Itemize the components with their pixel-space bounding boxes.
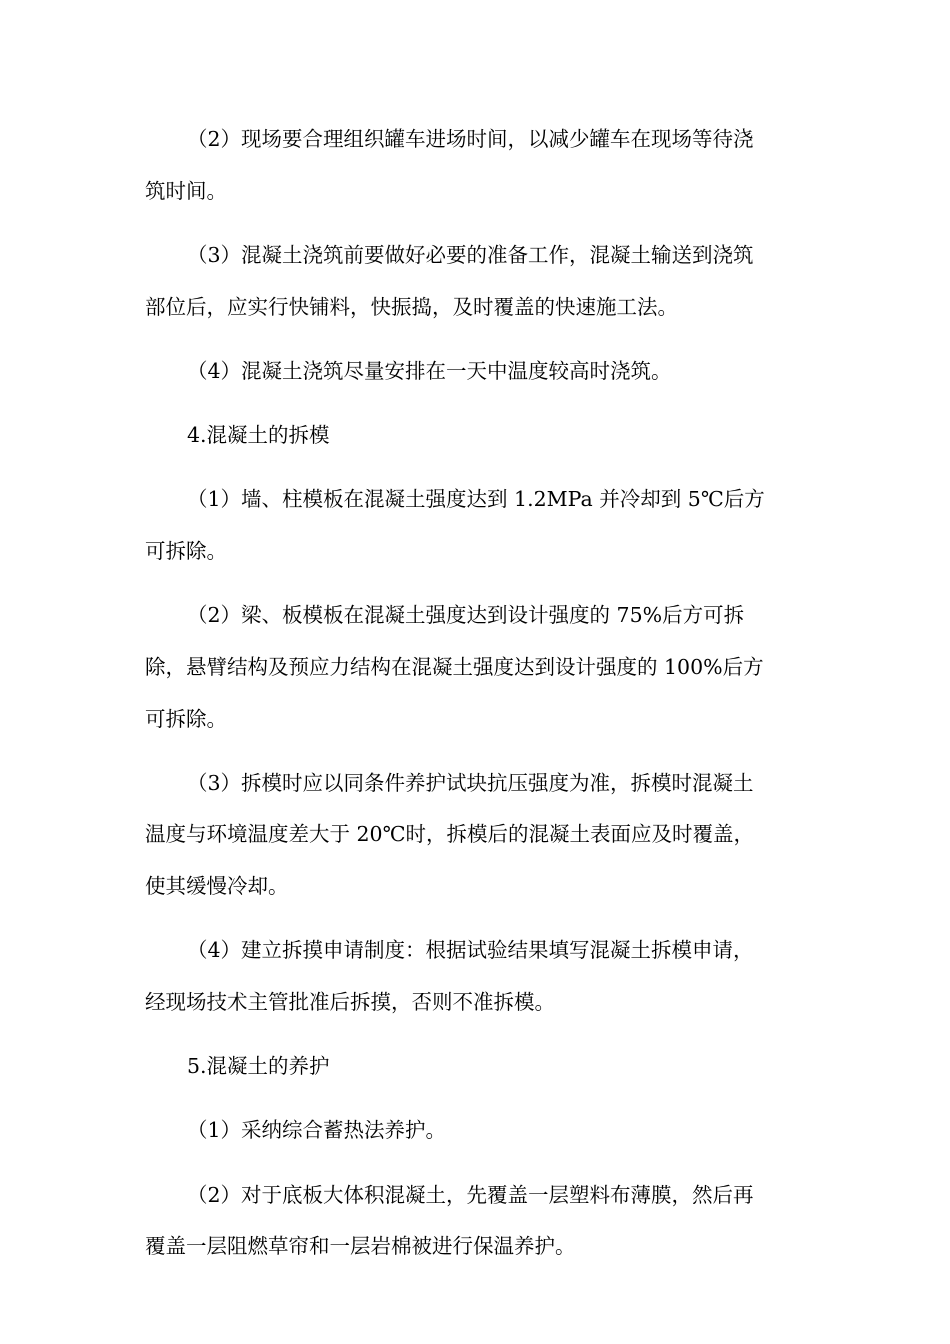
section-heading-formwork-removal (145, 410, 807, 462)
text-line: 温度与环境温度差大于 20℃时，拆模后的混凝土表面应及时覆盖， (145, 822, 755, 847)
text-line: （2）梁、板模板在混凝土强度达到设计强度的 75%后方可拆 (187, 603, 745, 628)
paragraph-wall-column-formwork (145, 474, 807, 577)
text-line: 部位后，应实行快铺料，快振捣，及时覆盖的快速施工法。 (145, 294, 678, 319)
paragraph-removal-application (145, 925, 807, 1028)
document-body (145, 114, 807, 1286)
text-line: 5.混凝土的养护 (187, 1054, 330, 1079)
text-line: 使其缓慢冷却。 (145, 874, 289, 899)
text-line: 经现场技术主管批准后拆摸，否则不准拆模。 (145, 990, 555, 1015)
paragraph-slab-curing (145, 1170, 807, 1273)
paragraph-pour-preparation (145, 230, 807, 333)
paragraph-pour-scheduling (145, 114, 807, 217)
text-line: （1）墙、柱模板在混凝土强度达到 1.2MPa 并冷却到 5℃后方 (187, 487, 765, 512)
text-line: 覆盖一层阻燃草帘和一层岩棉被进行保温养护。 (145, 1234, 576, 1259)
section-heading-curing (145, 1041, 807, 1093)
text-line: （1）采纳综合蓄热法养护。 (187, 1118, 447, 1143)
text-line: 可拆除。 (145, 706, 227, 731)
paragraph-removal-temperature (145, 758, 807, 913)
text-line: （2）对于底板大体积混凝土，先覆盖一层塑料布薄膜，然后再 (187, 1182, 754, 1207)
text-line: （3）拆模时应以同条件养护试块抗压强度为准，拆模时混凝土 (187, 770, 754, 795)
paragraph-curing-method (145, 1105, 807, 1157)
text-line: 4.混凝土的拆模 (187, 423, 330, 448)
text-line: （4）混凝土浇筑尽量安排在一天中温度较高时浇筑。 (187, 358, 672, 383)
text-line: （2）现场要合理组织罐车进场时间，以减少罐车在现场等待浇 (187, 127, 754, 151)
text-line: 筑时间。 (145, 178, 227, 203)
text-line: （3）混凝土浇筑前要做好必要的准备工作，混凝土输送到浇筑 (187, 242, 754, 267)
text-line: 可拆除。 (145, 538, 227, 563)
paragraph-pour-timing (145, 346, 807, 398)
text-line: （4）建立拆摸申请制度：根据试验结果填写混凝土拆模申请， (187, 938, 754, 963)
paragraph-beam-slab-formwork (145, 590, 807, 745)
text-line: 除，悬臂结构及预应力结构在混凝土强度达到设计强度的 100%后方 (145, 654, 764, 679)
